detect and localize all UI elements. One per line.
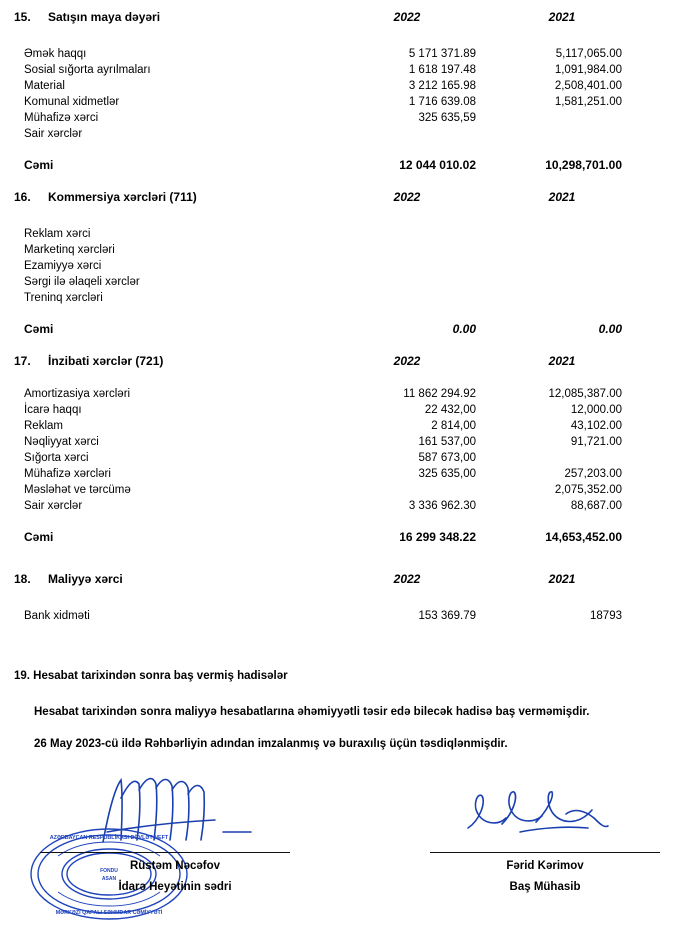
- section-number: 15.: [14, 10, 31, 24]
- table-row: [0, 126, 678, 142]
- table-row: [0, 46, 678, 62]
- row-value-2021: 1,091,984.00: [554, 64, 622, 76]
- signature-right-role: Baş Mühasib: [509, 881, 581, 893]
- table-row: [0, 226, 678, 242]
- section-number: 18.: [14, 572, 31, 586]
- column-header-2022: 2022: [393, 190, 421, 204]
- section-header: [0, 352, 678, 370]
- total-value-2021: 14,653,452.00: [545, 530, 622, 544]
- row-value-2021: 12,000.00: [570, 404, 622, 416]
- section-title: İnzibati xərclər (721): [48, 354, 164, 368]
- row-value-2022: 5 171 371.89: [408, 48, 476, 60]
- column-header-2022: 2022: [393, 10, 421, 24]
- table-row: [0, 274, 678, 290]
- row-value-2021: 88,687.00: [570, 500, 622, 512]
- row-value-2021: 2,075,352.00: [554, 484, 622, 496]
- total-row: [0, 528, 678, 546]
- row-label: Məsləhət ve tərcümə: [24, 484, 131, 496]
- total-label: Cəmi: [24, 158, 54, 172]
- row-value-2022: 153 369.79: [418, 610, 476, 622]
- section-title: Kommersiya xərcləri (711): [48, 190, 197, 204]
- table-row: [0, 258, 678, 274]
- column-header-2022: 2022: [393, 354, 421, 368]
- svg-text:ASAN: ASAN: [101, 876, 117, 882]
- section-number: 17.: [14, 354, 31, 368]
- row-label: Amortizasiya xərcləri: [24, 388, 131, 400]
- row-value-2021: 18793: [590, 610, 622, 622]
- section-title: Satışın maya dəyəri: [48, 10, 161, 24]
- total-value-2021: 0.00: [598, 322, 622, 336]
- section-17: [0, 338, 678, 546]
- table-row: [0, 386, 678, 402]
- table-row: [0, 608, 678, 624]
- total-value-2022: 0.00: [452, 322, 476, 336]
- row-value-2022: 587 673,00: [418, 452, 476, 464]
- row-value-2021: 257,203.00: [564, 468, 622, 480]
- total-label: Cəmi: [24, 322, 54, 336]
- row-label: Sair xərclər: [24, 500, 83, 512]
- row-value-2022: 2 814,00: [431, 420, 476, 432]
- section-header: [0, 8, 678, 26]
- row-label: Material: [24, 80, 65, 92]
- column-header-2022: 2022: [393, 572, 421, 586]
- row-label: Sığorta xərci: [24, 452, 89, 464]
- row-label: Sair xərclər: [24, 128, 83, 140]
- row-label: Reklam xərci: [24, 228, 91, 240]
- signature-area: [0, 778, 678, 948]
- row-value-2022: 325 635,59: [418, 112, 476, 124]
- column-header-2021: 2021: [548, 572, 576, 586]
- table-row: [0, 94, 678, 110]
- table-row: [0, 434, 678, 450]
- row-label: Sərgi ilə əlaqeli xərclər: [24, 276, 140, 288]
- note-19-paragraph-2: 26 May 2023-cü ildə Rəhbərliyin adından imzalanmış və buraxılış üçün təsdiqlənmişdir.: [34, 738, 508, 750]
- row-label: Sosial sığorta ayrılmaları: [24, 64, 151, 76]
- row-label: Mühafizə xərcləri: [24, 468, 111, 480]
- row-label: Mühafizə xərci: [24, 112, 99, 124]
- section-title: Maliyyə xərci: [48, 572, 123, 586]
- row-label: Nəqliyyat xərci: [24, 436, 99, 448]
- row-value-2022: 325 635,00: [418, 468, 476, 480]
- table-row: [0, 450, 678, 466]
- svg-text:MƏRKƏZİ QAPALI SƏHMDAR CƏMİYYƏ: MƏRKƏZİ QAPALI SƏHMDAR CƏMİYYƏTİ: [55, 910, 163, 916]
- signature-left-name: Rüstəm Nəcəfov: [129, 860, 221, 872]
- row-value-2022: 22 432,00: [424, 404, 476, 416]
- row-value-2022: 161 537,00: [418, 436, 476, 448]
- svg-text:FONDU: FONDU: [100, 868, 118, 874]
- section-18: [0, 546, 678, 624]
- section-header: [0, 570, 678, 588]
- section-header: [0, 188, 678, 206]
- row-value-2022: 3 336 962.30: [408, 500, 476, 512]
- note-19-paragraph-1: Hesabat tarixindən sonra maliyyə hesabatlarına əhəmiyyətli təsir edə bilecək hadisə baş verməmişdir.: [34, 706, 590, 718]
- table-row: [0, 78, 678, 94]
- total-value-2022: 12 044 010.02: [399, 158, 476, 172]
- total-value-2021: 10,298,701.00: [545, 158, 622, 172]
- row-label: Reklam: [24, 420, 63, 432]
- section-19: [0, 624, 678, 752]
- table-row: [0, 402, 678, 418]
- table-row: [0, 498, 678, 514]
- row-value-2021: 5,117,065.00: [555, 48, 622, 60]
- signature-line: [40, 778, 290, 853]
- note-19-title: 19. Hesabat tarixindən sonra baş vermiş hadisələr: [14, 670, 288, 682]
- signature-right-name: Fərid Kərimov: [506, 860, 584, 872]
- row-value-2021: 91,721.00: [570, 436, 622, 448]
- row-label: Əmək haqqı: [24, 48, 87, 60]
- total-label: Cəmi: [24, 530, 54, 544]
- table-row: [0, 62, 678, 78]
- svg-text:AZƏRBAYCAN RESPUBLİKASI DÖVLƏT: AZƏRBAYCAN RESPUBLİKASI DÖVLƏT NEFT: [49, 835, 169, 841]
- table-row: [0, 466, 678, 482]
- row-value-2022: 1 618 197.48: [408, 64, 476, 76]
- table-row: [0, 110, 678, 126]
- total-row: [0, 156, 678, 174]
- signature-right: [430, 778, 660, 895]
- row-label: Komunal xidmetlər: [24, 96, 120, 108]
- row-label: Treninq xərcləri: [24, 292, 103, 304]
- table-row: [0, 482, 678, 498]
- total-value-2022: 16 299 348.22: [399, 530, 476, 544]
- column-header-2021: 2021: [548, 190, 576, 204]
- row-label: İcarə haqqı: [24, 404, 82, 416]
- row-value-2021: 1,581,251.00: [554, 96, 622, 108]
- section-number: 16.: [14, 190, 31, 204]
- table-row: [0, 290, 678, 306]
- row-value-2022: 3 212 165.98: [408, 80, 476, 92]
- row-value-2021: 12,085,387.00: [548, 388, 622, 400]
- signature-line: [430, 778, 660, 853]
- row-label: Marketinq xərcləri: [24, 244, 115, 256]
- signature-left-role: İdarə Heyətinin sədri: [118, 881, 232, 893]
- table-row: [0, 418, 678, 434]
- column-header-2021: 2021: [548, 354, 576, 368]
- total-row: [0, 320, 678, 338]
- row-label: Ezamiyyə xərci: [24, 260, 102, 272]
- signature-left: [40, 778, 290, 895]
- row-label: Bank xidməti: [24, 610, 90, 622]
- row-value-2022: 11 862 294.92: [403, 388, 476, 400]
- row-value-2022: 1 716 639.08: [408, 96, 476, 108]
- table-row: [0, 242, 678, 258]
- section-16: [0, 174, 678, 338]
- row-value-2021: 43,102.00: [570, 420, 622, 432]
- section-15: [0, 0, 678, 174]
- column-header-2021: 2021: [548, 10, 576, 24]
- row-value-2021: 2,508,401.00: [554, 80, 622, 92]
